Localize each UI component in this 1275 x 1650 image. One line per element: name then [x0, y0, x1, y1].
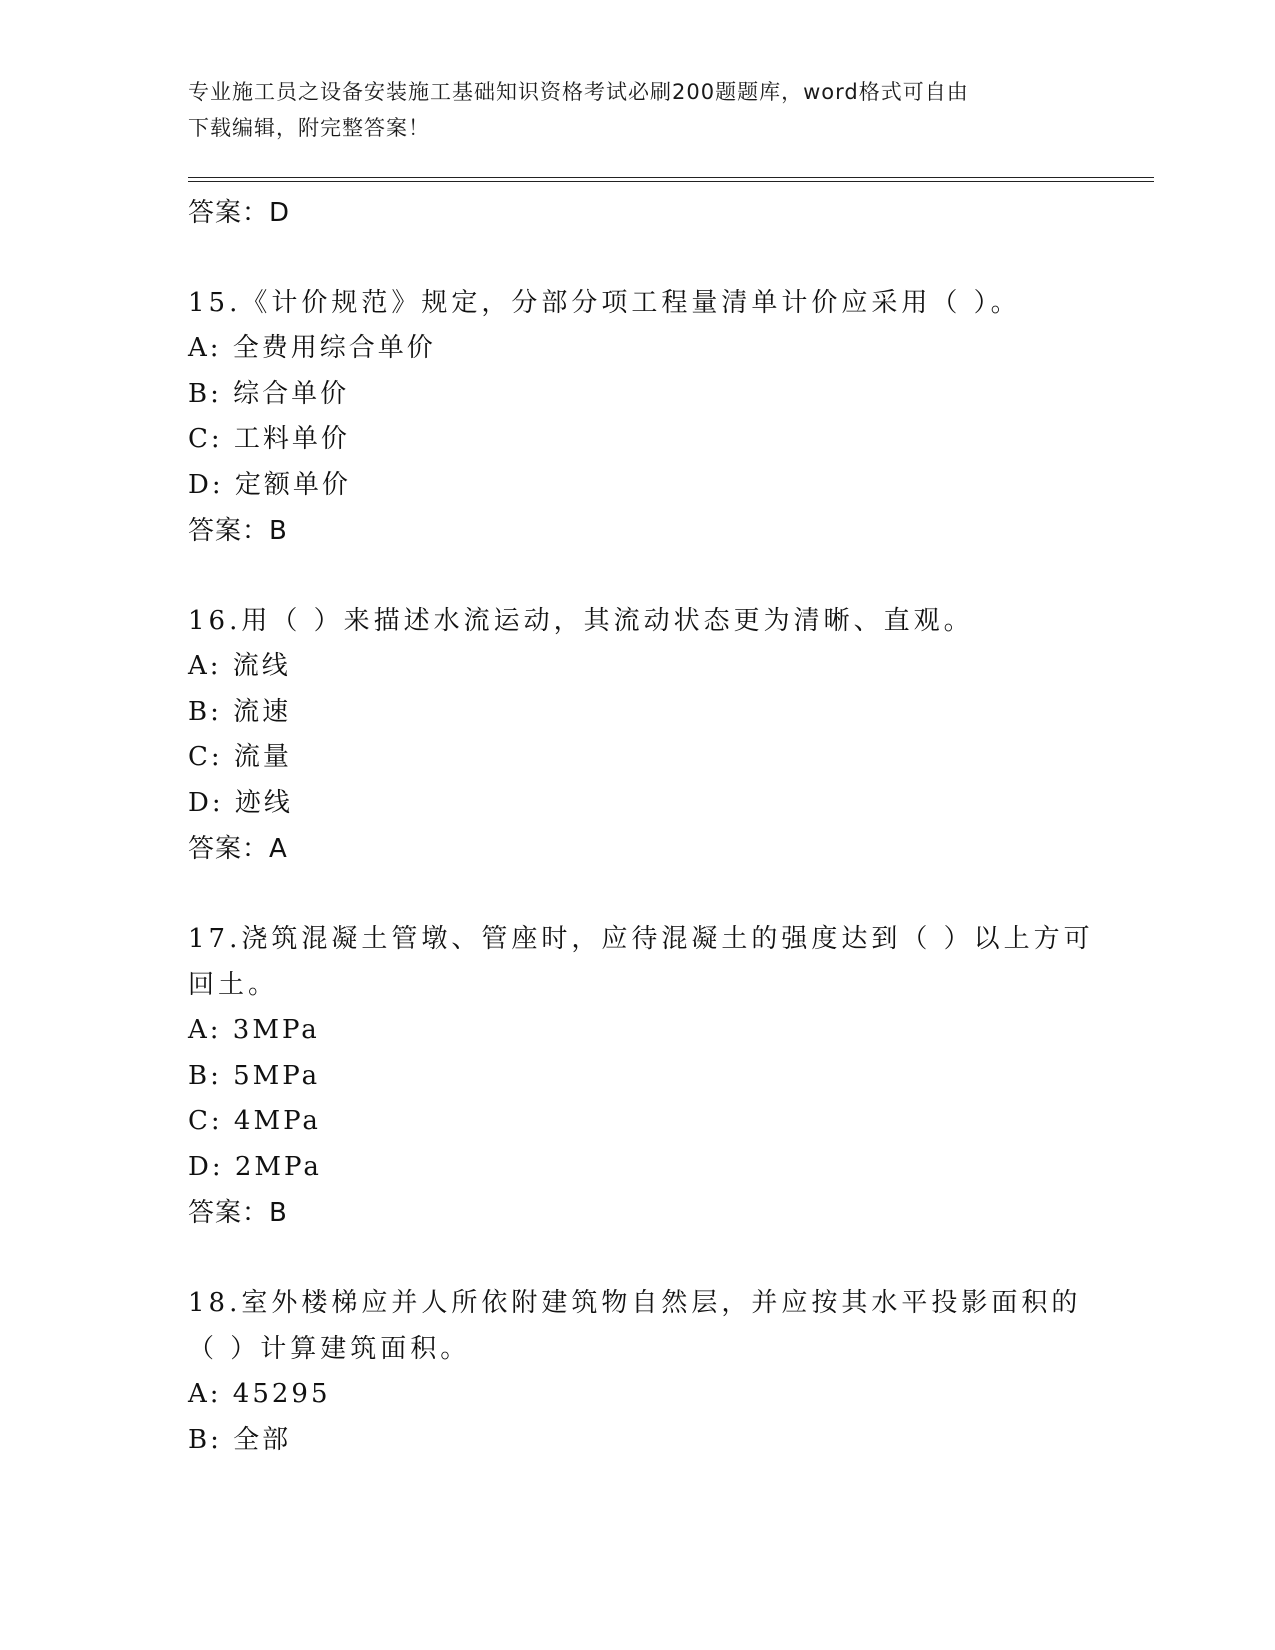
previous-answer: 答案：D: [188, 198, 291, 228]
question-stem: 17.浇筑混凝土管墩、管座时，应待混凝土的强度达到（ ）以上方可回土。: [188, 924, 1094, 1000]
option-c: C: 工料单价: [188, 424, 350, 454]
option-d: D: 2MPa: [188, 1151, 322, 1182]
question-stem: 16.用（ ）来描述水流运动，其流动状态更为清晰、直观。: [188, 606, 974, 636]
document-header: [188, 74, 1088, 146]
option-d: D: 定额单价: [188, 469, 351, 500]
header-divider-top: [188, 177, 1154, 178]
option-b: B: 流速: [188, 696, 292, 727]
option-d: D: 迹线: [188, 787, 293, 818]
option-a: A: 45295: [188, 1379, 331, 1409]
option-a: A: 3MPa: [188, 1015, 320, 1045]
answer: 答案：B: [188, 516, 288, 546]
option-c: C: 4MPa: [188, 1106, 321, 1136]
question-18: [188, 1280, 1108, 1463]
question-16: [188, 598, 1108, 872]
answer: 答案：A: [188, 834, 288, 864]
header-line-2: 下载编辑，附完整答案！: [188, 116, 430, 140]
header-line-1: 专业施工员之设备安装施工基础知识资格考试必刷200题题库，word格式可自由: [188, 80, 969, 104]
option-a: A: 流线: [188, 651, 291, 681]
question-stem: 18.室外楼梯应并人所依附建筑物自然层，并应按其水平投影面积的（ ）计算建筑面积。: [188, 1288, 1082, 1364]
option-a: A: 全费用综合单价: [188, 333, 436, 363]
question-15: [188, 280, 1108, 554]
question-stem: 15.《计价规范》规定，分部分项工程量清单计价应采用（ ）。: [188, 288, 1021, 318]
question-list: [188, 190, 1108, 1463]
option-b: B: 5MPa: [188, 1060, 321, 1091]
option-b: B: 综合单价: [188, 378, 350, 409]
answer: 答案：B: [188, 1198, 288, 1228]
question-17: [188, 916, 1108, 1236]
option-b: B: 全部: [188, 1424, 292, 1455]
header-divider-bottom: [188, 181, 1154, 182]
option-c: C: 流量: [188, 742, 292, 772]
